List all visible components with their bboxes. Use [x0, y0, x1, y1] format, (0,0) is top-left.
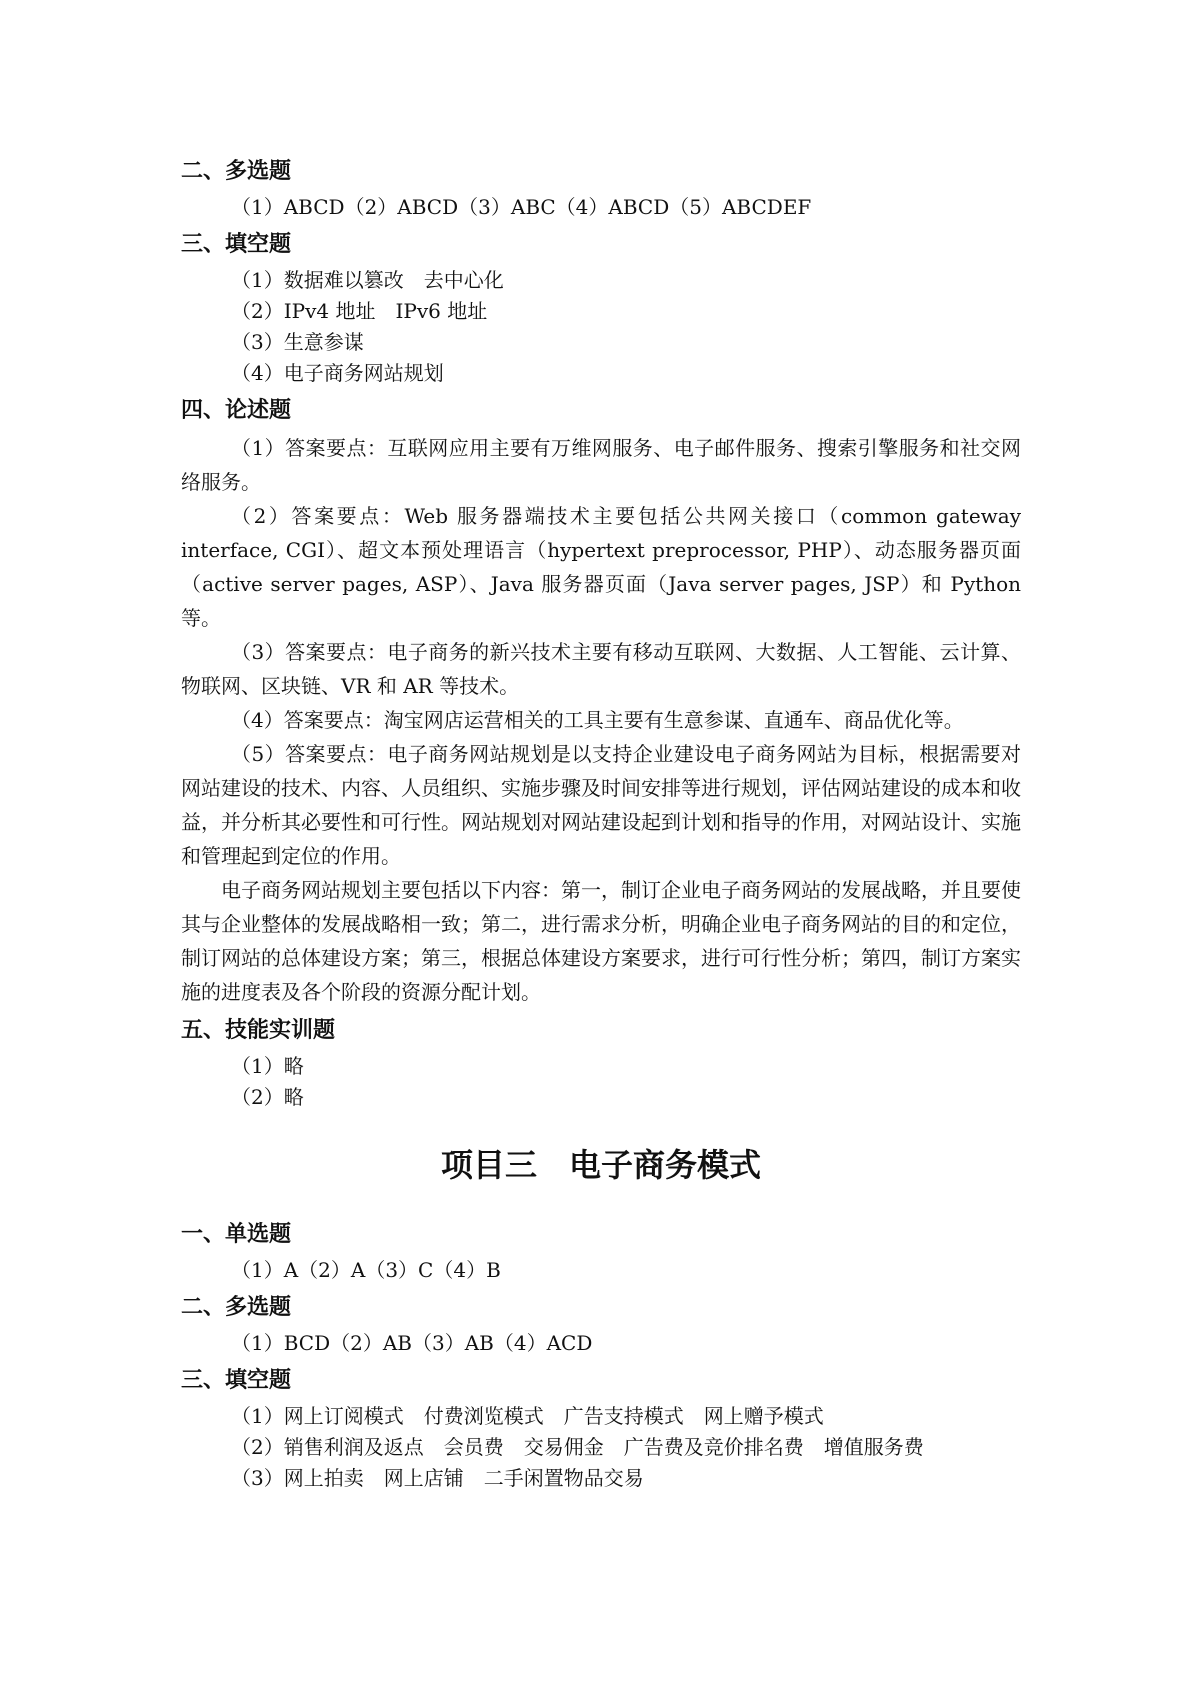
- page-content: [181, 150, 1021, 1494]
- fill-item: （1）数据难以篡改 去中心化: [231, 268, 504, 292]
- practice-item: （1）略: [231, 1054, 304, 1078]
- fill-item: （3）生意参谋: [231, 330, 364, 354]
- essay-item: （4）答案要点：淘宝网店运营相关的工具主要有生意参谋、直通车、商品优化等。: [231, 708, 964, 732]
- answers-multi-choice-p3: （1）BCD（2）AB（3）AB（4）ACD: [231, 1331, 593, 1355]
- heading-fill-blank-p3: 三、填空题: [181, 1368, 292, 1393]
- fill-item: （4）电子商务网站规划: [231, 361, 444, 385]
- essay-item: （2）答案要点：Web 服务器端技术主要包括公共网关接口（common gateway interface, CGI）、超文本预处理语言（hypertext preprocessor, PHP）、动态服务器页面（active server pages, ASP）、Java 服务器页面（Java server pages, JSP）和 Python 等。: [181, 504, 1021, 630]
- fill-item-p3: （3）网上拍卖 网上店铺 二手闲置物品交易: [231, 1466, 644, 1490]
- heading-essay: 四、论述题: [181, 398, 292, 423]
- heading-practice: 五、技能实训题: [181, 1018, 336, 1043]
- heading-fill-blank: 三、填空题: [181, 232, 292, 257]
- practice-item: （2）略: [231, 1085, 304, 1109]
- answers-multi-choice: （1）ABCD（2）ABCD（3）ABC（4）ABCD（5）ABCDEF: [231, 195, 812, 219]
- essay-item: （3）答案要点：电子商务的新兴技术主要有移动互联网、大数据、人工智能、云计算、物联网、区块链、VR 和 AR 等技术。: [181, 640, 1021, 698]
- heading-single-choice: 一、单选题: [181, 1222, 292, 1247]
- project-title: 项目三 电子商务模式: [440, 1146, 761, 1184]
- fill-item: （2）IPv4 地址 IPv6 地址: [231, 299, 488, 323]
- fill-item-p3: （1）网上订阅模式 付费浏览模式 广告支持模式 网上赠予模式: [231, 1404, 824, 1428]
- heading-multi-choice-p3: 二、多选题: [181, 1295, 292, 1320]
- fill-item-p3: （2）销售利润及返点 会员费 交易佣金 广告费及竞价排名费 增值服务费: [231, 1435, 924, 1459]
- essay-item: （1）答案要点：互联网应用主要有万维网服务、电子邮件服务、搜索引擎服务和社交网络服务。: [181, 436, 1021, 494]
- essay-extra-paragraph: 电子商务网站规划主要包括以下内容：第一，制订企业电子商务网站的发展战略，并且要使其与企业整体的发展战略相一致；第二，进行需求分析，明确企业电子商务网站的目的和定位，制订网站的总体建设方案；第三，根据总体建设方案要求，进行可行性分析；第四，制订方案实施的进度表及各个阶段的资源分配计划。: [181, 878, 1021, 1004]
- essay-item: （5）答案要点：电子商务网站规划是以支持企业建设电子商务网站为目标，根据需要对网站建设的技术、内容、人员组织、实施步骤及时间安排等进行规划，评估网站建设的成本和收益，并分析其必要性和可行性。网站规划对网站建设起到计划和指导的作用，对网站设计、实施和管理起到定位的作用。: [181, 742, 1021, 868]
- answers-single-choice: （1）A（2）A（3）C（4）B: [231, 1258, 501, 1282]
- heading-multi-choice: 二、多选题: [181, 159, 292, 184]
